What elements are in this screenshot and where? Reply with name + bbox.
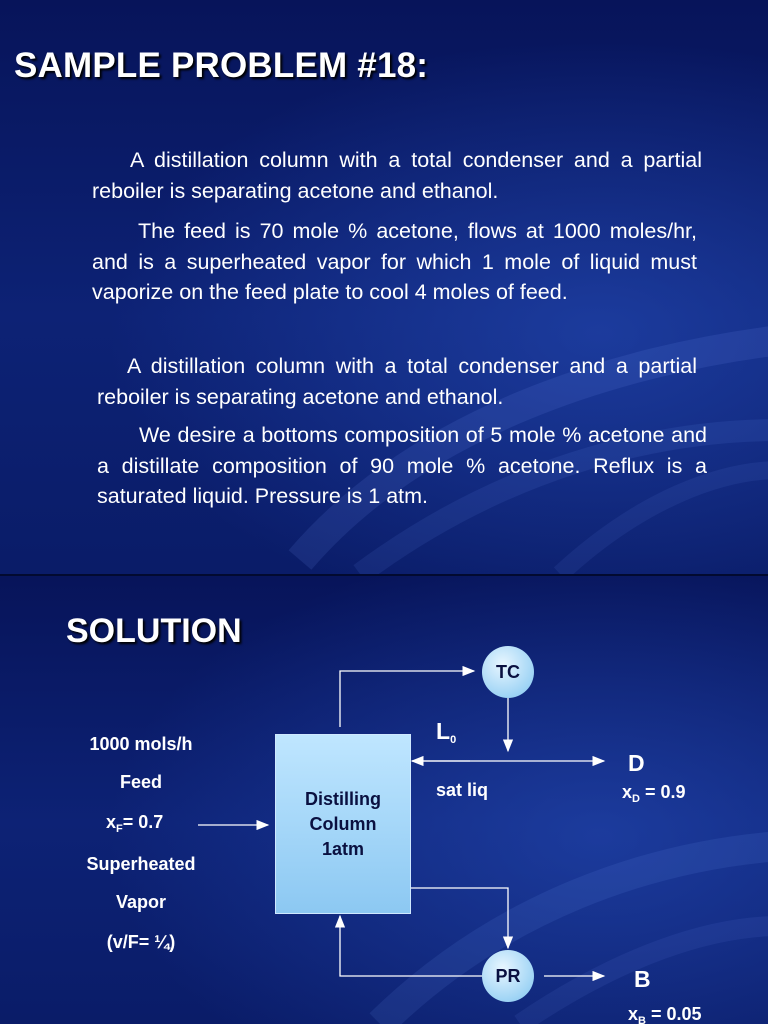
pressure-regulator-node: PR xyxy=(482,950,534,1002)
paragraph-1: A distillation column with a total condenser and a partial reboiler is separating acetone and ethanol. xyxy=(92,148,702,203)
bottoms-composition-label: $x_B = 0.05$ xyxy=(628,1004,702,1024)
paragraph-4: We desire a bottoms composition of 5 mole % acetone and a distillate composition of 90 mole % acetone. Reflux is a saturated liquid. Pressure is 1 atm. xyxy=(97,423,707,508)
feed-state-label-2: Vapor xyxy=(115,892,167,912)
feed-label: Feed xyxy=(119,772,162,792)
reflux-label: $L_0$ xyxy=(436,718,457,746)
distilling-column xyxy=(275,734,411,914)
vapor-fraction-label: (v/F= ¼) xyxy=(106,932,176,952)
solution-slide xyxy=(0,576,768,1024)
feed-rate-label: 1000 mols/h xyxy=(89,734,193,754)
reflux-state-label: sat liq xyxy=(436,780,489,800)
column-label-3: 1atm xyxy=(321,838,365,859)
column-label-2: Column xyxy=(309,813,377,834)
feed-state-label-1: Superheated xyxy=(86,854,196,874)
feed-composition-label: $x_F= 0.7$ xyxy=(106,812,164,835)
distillate-composition-label: $x_D = 0.9$ xyxy=(622,782,686,805)
temperature-controller-node: TC xyxy=(482,646,534,698)
bottoms-to-pr-line xyxy=(410,888,508,948)
slide-title: SAMPLE PROBLEM #18: xyxy=(14,46,429,85)
paragraph-3: A distillation column with a total condenser and a partial reboiler is separating acetone and ethanol. xyxy=(97,354,697,409)
pr-to-column-line xyxy=(340,916,482,976)
bottoms-label: B xyxy=(634,966,651,992)
column-label-1: Distilling xyxy=(305,788,381,809)
distillate-label: D xyxy=(628,750,645,776)
paragraph-2: The feed is 70 mole % acetone, flows at 1000 moles/hr, and is a superheated vapor for which 1 mole of liquid must vaporize on the feed plate to cool 4 moles of feed. xyxy=(92,219,697,304)
solution-title: SOLUTION xyxy=(66,612,242,650)
